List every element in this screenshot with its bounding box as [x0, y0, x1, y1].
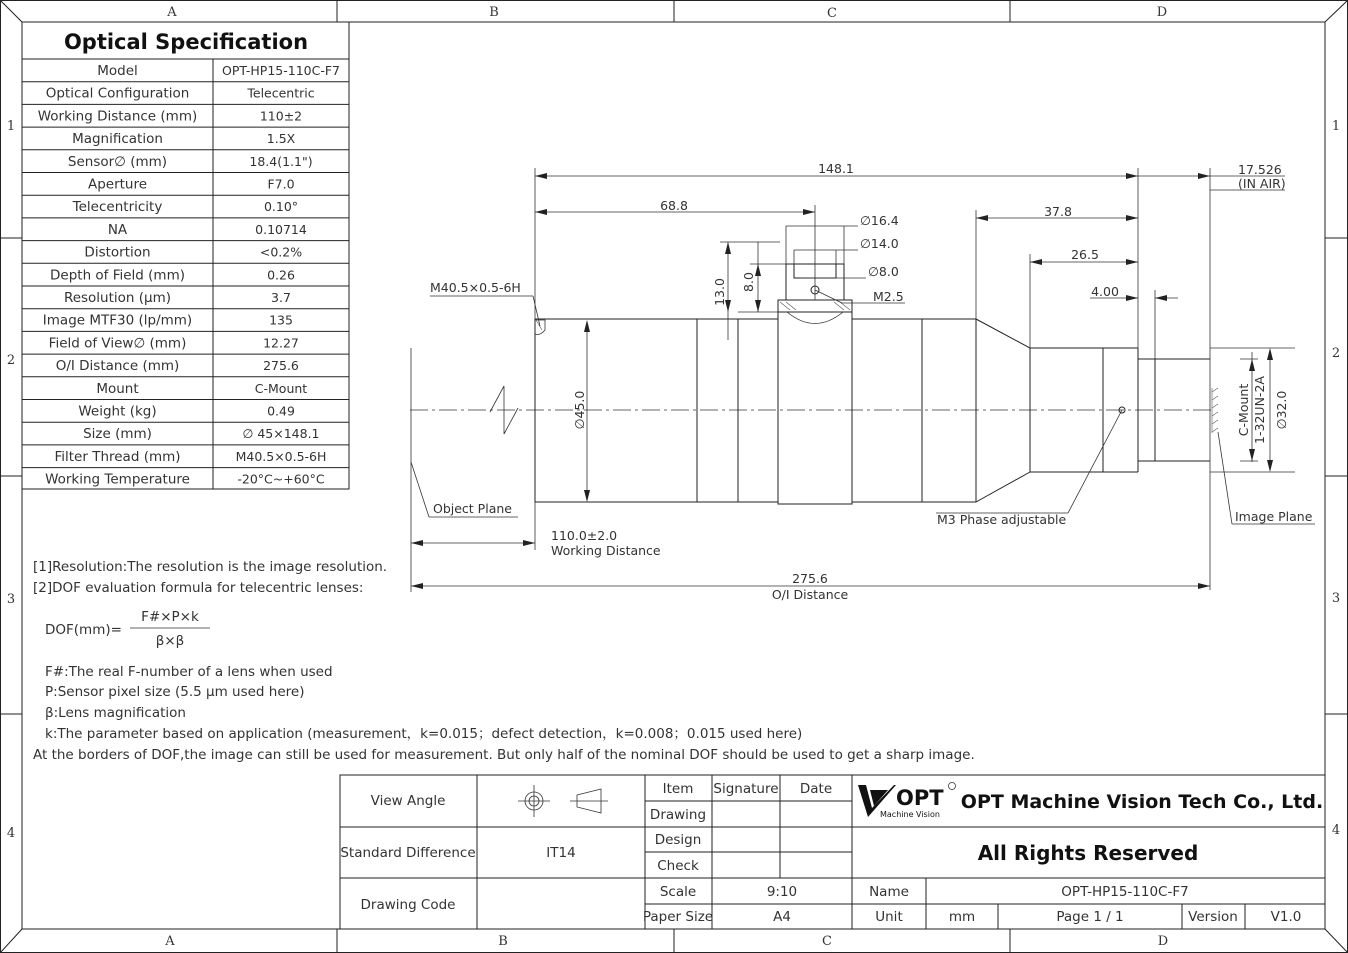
tb-name-val: OPT-HP15-110C-F7 [1061, 884, 1189, 900]
spec-value: <0.2% [259, 244, 303, 260]
tb-date: Date [799, 781, 833, 797]
spec-table [22, 22, 349, 489]
spec-value: 12.27 [263, 335, 299, 351]
grid-row-2: 2 [6, 353, 16, 368]
label-image-plane: Image Plane [1235, 509, 1313, 524]
spec-value: 0.10° [263, 199, 299, 215]
tb-page: Page 1 / 1 [1056, 909, 1124, 925]
spec-value: ∅ 45×148.1 [242, 426, 320, 442]
spec-label: Field of View∅ (mm) [48, 335, 187, 352]
grid-row-1: 1 [6, 119, 16, 134]
dim-37-8: 37.8 [1044, 204, 1072, 219]
tb-paper: Paper Size [642, 909, 714, 925]
tb-drawing-code: Drawing Code [360, 897, 456, 913]
dim-26-5: 26.5 [1071, 247, 1099, 262]
tb-item: Item [662, 781, 694, 797]
tb-design: Design [654, 832, 702, 848]
dim-image-side: 17.526 [1238, 162, 1282, 177]
tb-version: Version [1188, 909, 1238, 925]
dim-13-0: 13.0 [712, 278, 727, 306]
note-dof: [2]DOF evaluation formula for telecentric lenses: [33, 580, 364, 596]
logo-text: OPT [896, 786, 944, 810]
spec-label: Model [97, 63, 138, 79]
grid-row-3-right: 3 [1331, 591, 1341, 606]
spec-value: 110±2 [259, 108, 303, 124]
dim-in-air: (IN AIR) [1238, 176, 1286, 191]
spec-value: OPT-HP15-110C-F7 [222, 63, 340, 78]
spec-label: Aperture [87, 176, 148, 193]
tb-signature: Signature [713, 781, 779, 797]
dim-8-0: 8.0 [741, 272, 756, 292]
dim-dia-14-0: ∅14.0 [860, 236, 899, 251]
dof-numerator: F#×P×k [141, 609, 199, 625]
spec-label: Size (mm) [83, 426, 152, 443]
grid-col-a: A [167, 5, 177, 20]
spec-value: Telecentric [247, 85, 315, 101]
dim-dia-45: ∅45.0 [572, 390, 587, 430]
label-c-mount: C-Mount [1236, 383, 1251, 437]
logo-subtext: Machine Vision [880, 810, 940, 819]
spec-label: Sensor∅ (mm) [67, 153, 168, 170]
label-thread-un: 1-32UN-2A [1252, 376, 1267, 444]
grid-row-4: 4 [6, 826, 16, 841]
spec-value: 0.49 [267, 403, 295, 419]
spec-title: Optical Specification [63, 30, 309, 54]
grid-col-c-bottom: C [822, 934, 832, 949]
spec-value: 0.26 [267, 267, 295, 283]
spec-value: 3.7 [271, 290, 291, 305]
spec-value: 135 [269, 312, 293, 328]
dof-formula-left: DOF(mm)= [45, 622, 122, 638]
tb-name: Name [869, 884, 909, 900]
spec-label: Optical Configuration [45, 85, 190, 102]
grid-col-b: B [489, 5, 499, 20]
note-borders: At the borders of DOF,the image can still be used for measurement. But only half of the nominal DOF should be used to get a sharp image. [33, 747, 975, 763]
dim-dia-8-0: ∅8.0 [868, 264, 899, 279]
label-filter-thread: M40.5×0.5-6H [430, 280, 521, 295]
spec-label: Distortion [84, 244, 151, 261]
dim-oi-distance: 275.6 [792, 571, 828, 586]
grid-col-c: C [827, 6, 837, 21]
spec-value: 275.6 [263, 358, 299, 374]
spec-value: C-Mount [254, 380, 308, 396]
grid-row-2-right: 2 [1331, 346, 1341, 361]
grid-row-1-right: 1 [1331, 119, 1341, 134]
tb-scale: Scale [659, 884, 697, 900]
note-pixel: P:Sensor pixel size (5.5 μm used here) [45, 684, 305, 700]
dimension-arrows [411, 173, 1273, 589]
label-oi-distance: O/I Distance [771, 587, 849, 602]
title-block [340, 775, 1325, 929]
tb-company: OPT Machine Vision Tech Co., Ltd. [960, 791, 1324, 813]
tb-check: Check [657, 858, 699, 874]
spec-label: Working Distance (mm) [37, 108, 198, 125]
tb-std-diff: Standard Difference [340, 845, 476, 861]
spec-label: Image MTF30 (lp/mm) [42, 312, 193, 329]
tb-unit: Unit [875, 909, 903, 925]
tb-scale-val: 9:10 [766, 884, 798, 900]
spec-value: 18.4(1.1") [249, 153, 313, 169]
tb-view-angle: View Angle [370, 793, 446, 809]
dim-overall: 148.1 [818, 161, 854, 176]
spec-label: Weight (kg) [78, 403, 157, 420]
grid-col-b-bottom: B [498, 934, 508, 949]
dim-4-00: 4.00 [1091, 284, 1119, 299]
grid-col-a-bottom: A [165, 934, 175, 949]
dim-m2-5: M2.5 [873, 289, 904, 304]
note-fnumber: F#:The real F-number of a lens when used [45, 664, 333, 680]
label-object-plane: Object Plane [433, 501, 512, 516]
tb-paper-val: A4 [773, 909, 791, 925]
spec-label: Resolution (μm) [63, 290, 172, 306]
spec-label: Depth of Field (mm) [50, 267, 185, 284]
dim-dia-32: ∅32.0 [1274, 390, 1289, 430]
grid-row-4-right: 4 [1331, 823, 1341, 838]
spec-value: 0.10714 [255, 221, 307, 237]
spec-label: Working Temperature [45, 471, 190, 488]
tb-drawing: Drawing [649, 807, 707, 823]
dim-dia-16-4: ∅16.4 [860, 213, 899, 228]
label-working-distance: Working Distance [551, 543, 661, 558]
spec-value: F7.0 [267, 176, 295, 192]
tb-std-val: IT14 [546, 845, 576, 861]
grid-col-d: D [1156, 5, 1168, 20]
opt-logo-icon [858, 783, 956, 820]
tb-unit-val: mm [948, 909, 976, 925]
spec-value: M40.5×0.5-6H [235, 448, 327, 464]
spec-label: Telecentricity [72, 199, 163, 216]
note-beta: β:Lens magnification [45, 705, 186, 721]
spec-label: O/I Distance (mm) [55, 358, 180, 375]
spec-label: Filter Thread (mm) [54, 448, 181, 465]
lens-drawing [410, 161, 1315, 602]
grid-row-3: 3 [6, 592, 16, 607]
spec-label: Mount [96, 380, 139, 397]
tb-version-val: V1.0 [1270, 909, 1302, 925]
spec-value: -20°C~+60°C [237, 471, 325, 487]
note-resolution: [1]Resolution:The resolution is the image resolution. [33, 559, 388, 575]
dof-denominator: β×β [155, 633, 185, 649]
tb-rights: All Rights Reserved [977, 841, 1199, 865]
spec-value: 1.5X [266, 131, 296, 147]
grid-col-d-bottom: D [1157, 934, 1169, 949]
note-k: k:The parameter based on application (measurement，k=0.015；defect detection，k=0.008；0.015 used here) [45, 726, 803, 742]
dim-68-8: 68.8 [660, 198, 688, 213]
label-m3-phase: M3 Phase adjustable [937, 512, 1067, 527]
dim-working-distance: 110.0±2.0 [551, 528, 618, 543]
spec-label: NA [107, 221, 128, 238]
projection-symbol-icon [518, 785, 608, 817]
spec-label: Magnification [72, 131, 163, 148]
